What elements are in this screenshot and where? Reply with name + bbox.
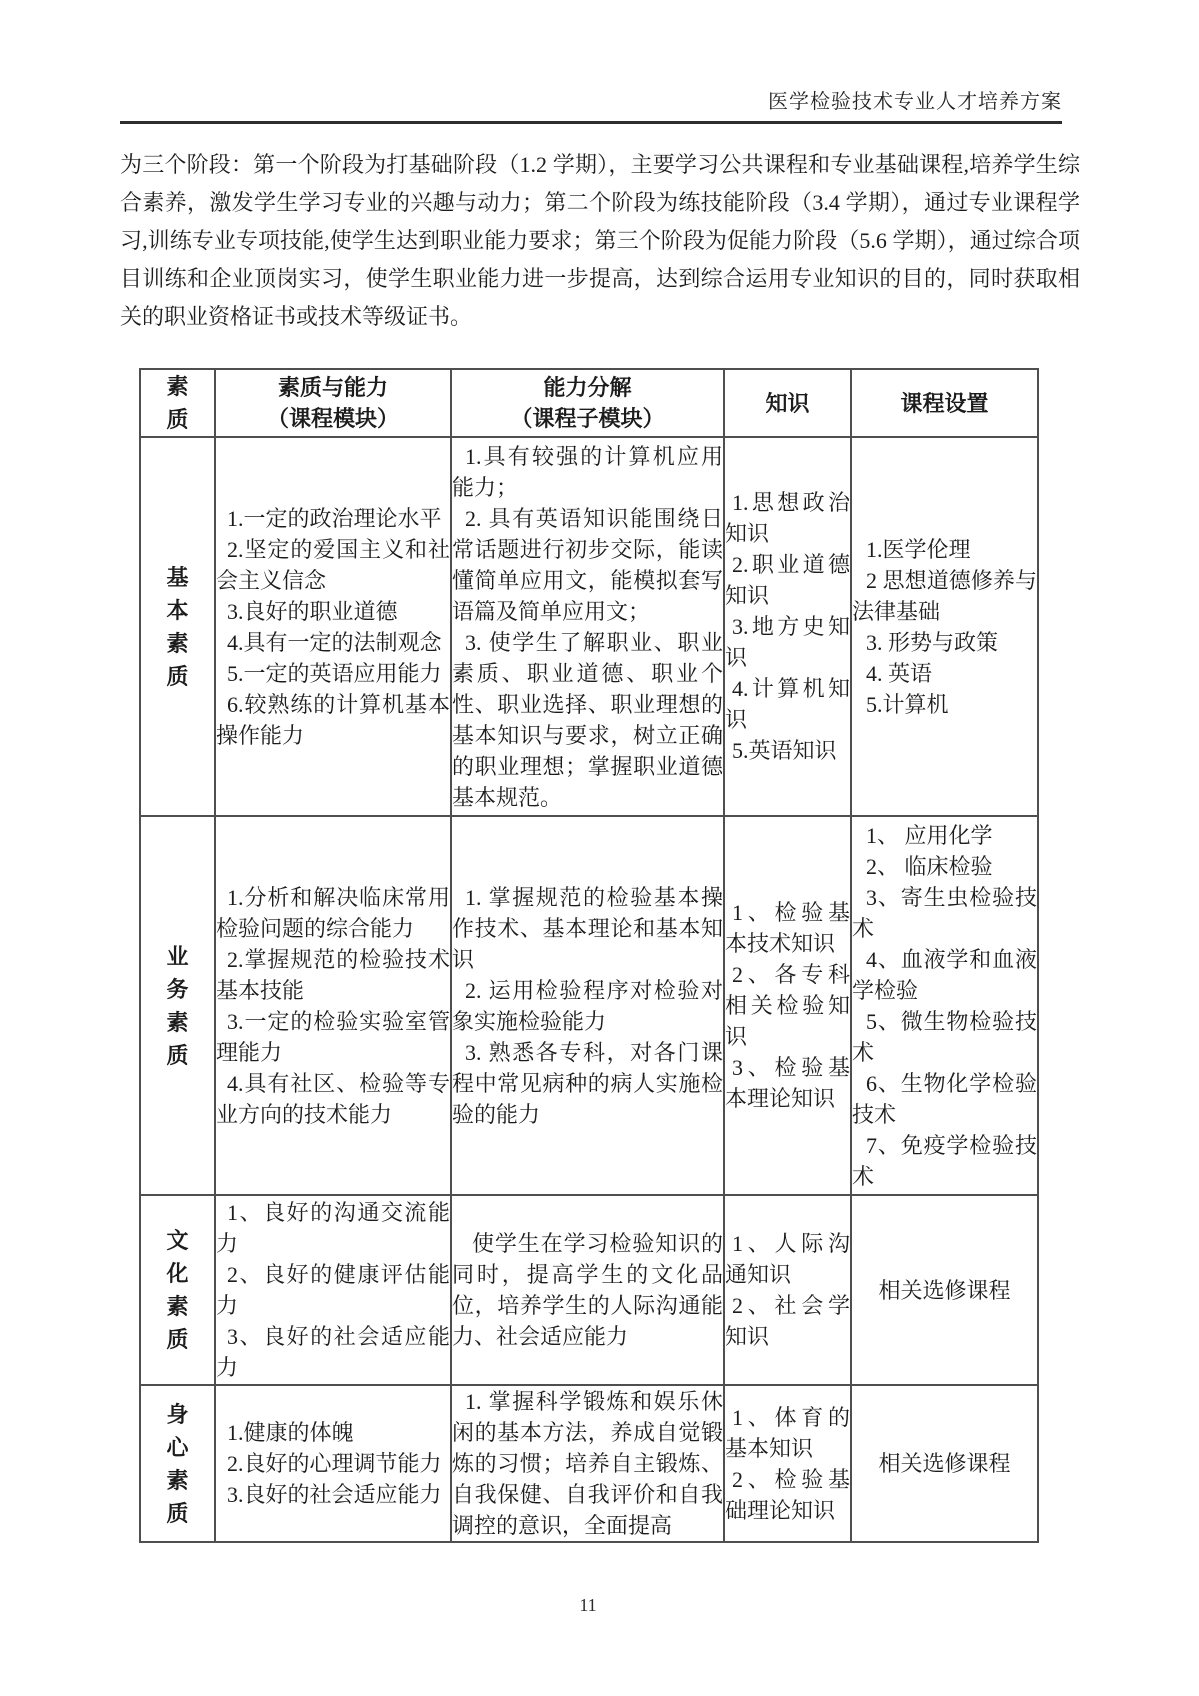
row-label-text: 业务素质 — [166, 943, 189, 1068]
cell-text-line: 1、人际沟通知识 — [725, 1231, 850, 1287]
row-label-basic-quality — [140, 437, 215, 816]
cell-text-line: 相关选修课程 — [878, 1451, 1011, 1476]
document-page — [0, 90, 1199, 1616]
header-quality-label: 素质 — [166, 374, 189, 432]
header-courses — [851, 369, 1038, 437]
row-label-professional-quality — [140, 816, 215, 1195]
row-label-text: 基本素质 — [166, 564, 189, 689]
cell-text-line: 1、 应用化学 — [866, 822, 993, 848]
cell-text-line: 1.医学伦理 — [866, 536, 971, 562]
cell-text-line: 3.地方史知识 — [725, 614, 850, 670]
cell-cultural-knowledge — [724, 1195, 851, 1385]
cell-cultural-ability — [215, 1195, 451, 1385]
document-title: 医学检验技术专业人才培养方案 — [768, 91, 1062, 113]
cell-physical-ability — [215, 1385, 451, 1542]
cell-text-line: 1.具有较强的计算机应用能力； — [452, 443, 723, 500]
row-label-cultural-quality — [140, 1195, 215, 1385]
header-courses-label: 课程设置 — [900, 390, 989, 416]
cell-text-line: 7、免疫学检验技术 — [852, 1132, 1037, 1189]
table-row-professional-quality — [140, 816, 1038, 1195]
quality-course-table — [139, 368, 1039, 1543]
cell-physical-knowledge — [724, 1385, 851, 1542]
cell-cultural-courses — [851, 1195, 1038, 1385]
cell-text-line: 3. 形势与政策 — [866, 629, 999, 655]
row-label-text: 文化素质 — [166, 1228, 189, 1352]
cell-text-line: 2.掌握规范的检验技术基本技能 — [216, 946, 450, 1003]
cell-text-line: 6.较熟练的计算机基本操作能力 — [216, 691, 450, 748]
cell-text-line: 4.具有社区、检验等专业方向的技术能力 — [216, 1070, 450, 1127]
cell-text-line: 3.良好的职业道德 — [227, 598, 398, 624]
page-header — [120, 90, 1062, 124]
cell-text-line: 相关选修课程 — [878, 1277, 1011, 1303]
cell-cultural-decomposition — [451, 1195, 724, 1385]
cell-text-line: 2、检验基础理论知识 — [725, 1466, 850, 1523]
cell-text-line: 4. 英语 — [866, 660, 933, 686]
intro-paragraph: 为三个阶段：第一个阶段为打基础阶段（1.2 学期），主要学习公共课程和专业基础课程,培养学生综合素养，激发学生学习专业的兴趣与动力；第二个阶段为练技能阶段（3.4 学期），通过专业课程学习,训练专业专项技能,使学生达到职业能力要求；第三个阶段为促能力阶段（5.6 学期），通过综合项目训练和企业顶岗实习，使学生职业能力进一步提高，达到综合运用专业知识的目的，同时获取相关的职业资格证书或技术等级证书。 — [120, 152, 1080, 329]
cell-text-line: 3、良好的社会适应能力 — [216, 1324, 450, 1380]
cell-text-line: 1、检验基本技术知识 — [725, 900, 850, 956]
cell-text-line: 1.一定的政治理论水平 — [227, 505, 442, 531]
header-knowledge-label: 知识 — [765, 390, 810, 416]
cell-text-line: 5.英语知识 — [732, 738, 837, 763]
cell-text-line: 3.一定的检验实验室管理能力 — [216, 1008, 450, 1065]
cell-physical-decomposition — [451, 1385, 724, 1542]
cell-text-line: （课程模块） — [266, 406, 399, 431]
table-row-physical-mental-quality — [140, 1385, 1038, 1542]
cell-text-line: 1、体育的基本知识 — [725, 1404, 850, 1461]
table-row-basic-quality — [140, 437, 1038, 816]
cell-basic-courses — [851, 437, 1038, 816]
cell-text-line: 1、良好的沟通交流能力 — [216, 1200, 450, 1256]
cell-professional-ability — [215, 816, 451, 1195]
cell-text-line: 2. 具有英语知识能围绕日常话题进行初步交际，能读懂简单应用文，能模拟套写语篇及简单应用文； — [452, 505, 723, 624]
cell-text-line: 2 思想道德修养与法律基础 — [852, 567, 1037, 624]
cell-text-line: 2. 运用检验程序对检验对象实施检验能力 — [452, 977, 723, 1034]
cell-text-line: 3、检验基本理论知识 — [725, 1055, 850, 1111]
cell-text-line: 4.具有一定的法制观念 — [227, 629, 442, 655]
cell-text-line: 3. 熟悉各专科，对各门课程中常见病种的病人实施检验的能力 — [452, 1039, 723, 1127]
table-row-cultural-quality — [140, 1195, 1038, 1385]
cell-text-line: 5.计算机 — [866, 691, 949, 717]
cell-text-line: 2、 临床检验 — [866, 853, 993, 879]
cell-professional-knowledge — [724, 816, 851, 1195]
header-knowledge — [724, 369, 851, 437]
cell-text-line: 1.思想政治知识 — [725, 490, 850, 546]
header-quality — [140, 369, 215, 437]
cell-text-line: 3.良好的社会适应能力 — [227, 1482, 442, 1507]
cell-text-line: 3. 使学生了解职业、职业素质、职业道德、职业个性、职业选择、职业理想的基本知识与要求，树立正确的职业理想；掌握职业道德基本规范。 — [452, 629, 723, 810]
page-number: 11 — [579, 1595, 597, 1615]
cell-text-line: 2、良好的健康评估能力 — [216, 1262, 450, 1318]
cell-text-line: 3、寄生虫检验技术 — [852, 884, 1037, 941]
cell-professional-decomposition — [451, 816, 724, 1195]
cell-basic-knowledge — [724, 437, 851, 816]
cell-basic-decomposition — [451, 437, 724, 816]
cell-text-line: 4、血液学和血液学检验 — [852, 946, 1037, 1003]
cell-text-line: 能力分解 — [543, 375, 632, 400]
header-quality-ability — [215, 369, 451, 437]
cell-physical-courses — [851, 1385, 1038, 1542]
row-label-text: 身心素质 — [166, 1401, 189, 1526]
cell-text-line: 4.计算机知识 — [725, 676, 850, 732]
cell-text-line: 1.健康的体魄 — [227, 1420, 354, 1445]
cell-professional-courses — [851, 816, 1038, 1195]
cell-text-line: 2、社会学知识 — [725, 1293, 850, 1349]
cell-text-line: 2、各专科相关检验知识 — [725, 962, 850, 1049]
cell-basic-ability — [215, 437, 451, 816]
cell-text-line: 2.良好的心理调节能力 — [227, 1451, 442, 1476]
cell-text-line: 5.一定的英语应用能力 — [227, 660, 442, 686]
cell-text-line: 6、生物化学检验技术 — [852, 1070, 1037, 1127]
cell-text-line: 2.职业道德知识 — [725, 552, 850, 608]
row-label-physical-mental-quality — [140, 1385, 215, 1542]
cell-text-line: 素质与能力 — [277, 375, 388, 400]
cell-text-line: 1. 掌握科学锻炼和娱乐休闲的基本方法，养成自觉锻炼的习惯；培养自主锻炼、自我保健、自我评价和自我调控的意识，全面提高 — [452, 1389, 723, 1538]
cell-text-line: 2.坚定的爱国主义和社会主义信念 — [216, 536, 450, 593]
cell-text-line: 1.分析和解决临床常用检验问题的综合能力 — [216, 884, 450, 941]
table-header-row — [140, 369, 1038, 437]
header-ability-decomposition — [451, 369, 724, 437]
cell-text-line: 使学生在学习检验知识的同时，提高学生的文化品位，培养学生的人际沟通能力、社会适应能力 — [452, 1231, 723, 1349]
cell-text-line: （课程子模块） — [510, 406, 665, 431]
cell-text-line: 5、微生物检验技术 — [852, 1008, 1037, 1065]
cell-text-line: 1. 掌握规范的检验基本操作技术、基本理论和基本知识 — [452, 884, 723, 972]
